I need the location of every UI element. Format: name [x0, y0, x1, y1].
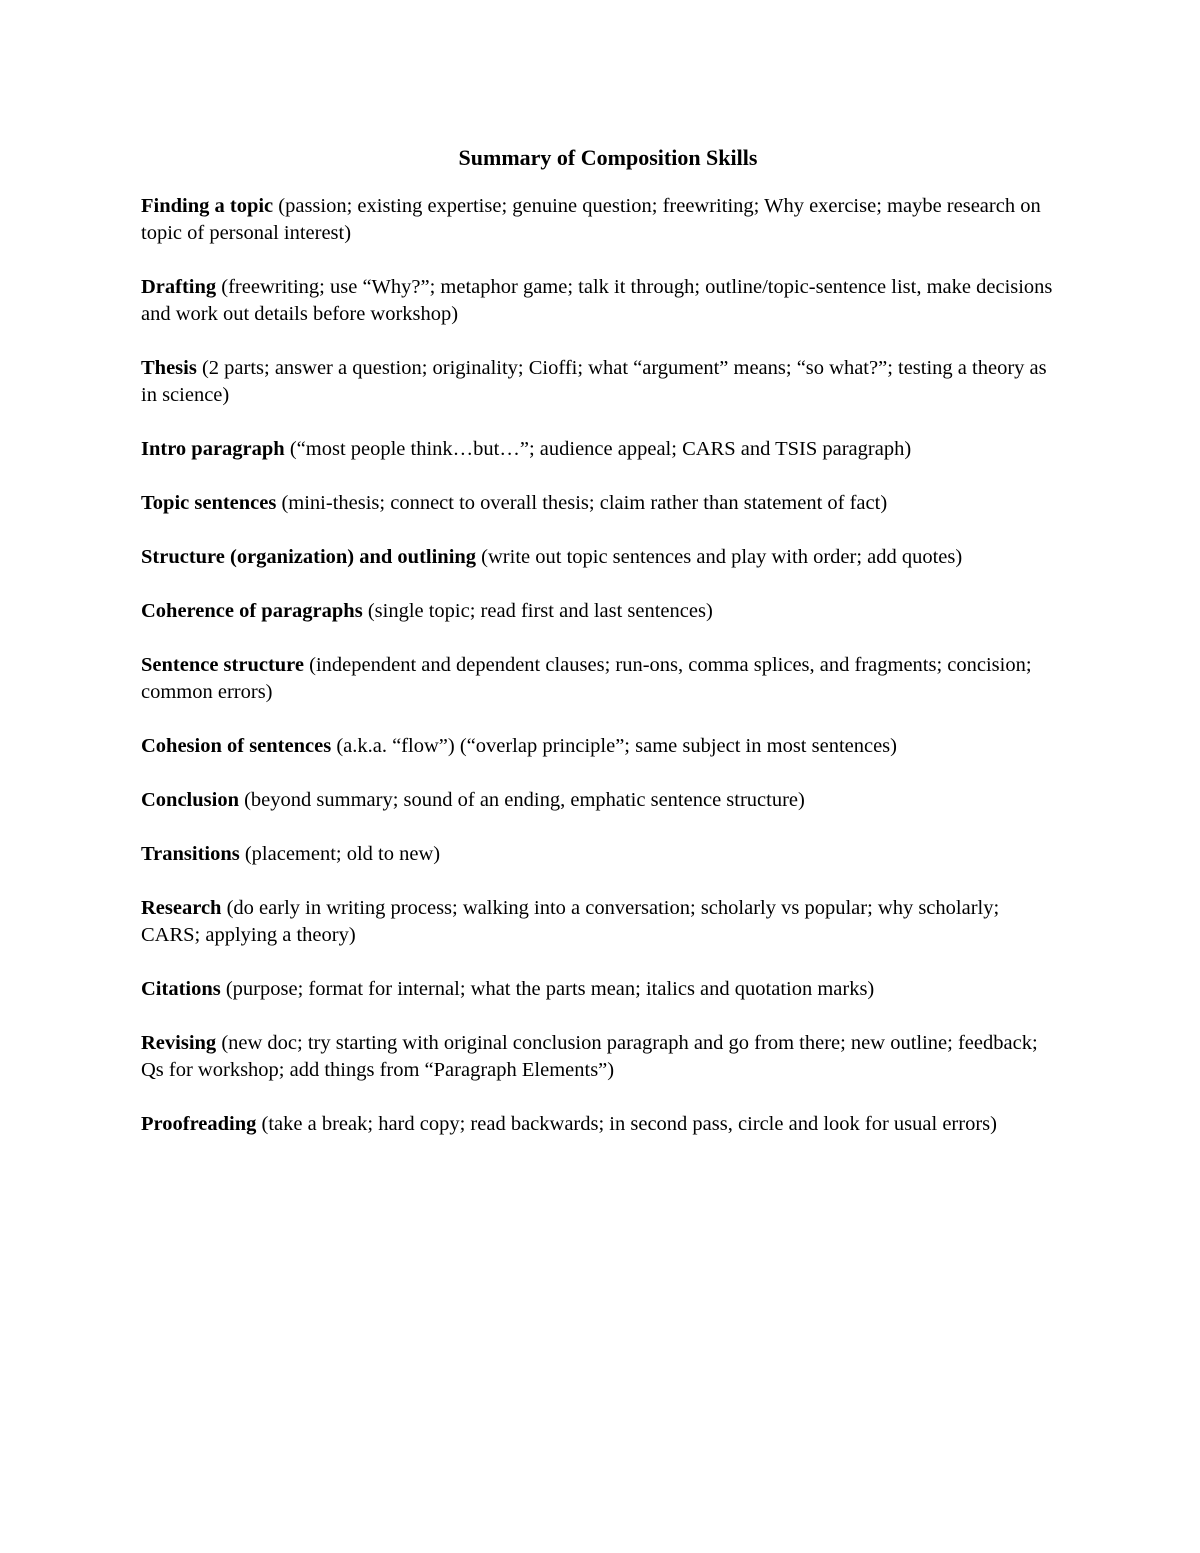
skill-detail: (“most people think…but…”; audience appeal; CARS and TSIS paragraph) [284, 438, 912, 460]
skill-entry-revising [141, 1030, 1061, 1084]
skill-term: Transitions [141, 843, 240, 865]
skill-term: Intro paragraph [141, 438, 285, 460]
skill-entry-topic-sentences [141, 490, 1061, 517]
skill-term: Drafting [141, 276, 217, 298]
skill-entry-coherence-of-paragraphs [141, 598, 1061, 625]
skill-detail: (single topic; read first and last sentences) [362, 600, 713, 622]
skill-term: Citations [141, 978, 221, 1000]
skill-term: Finding a topic [141, 195, 274, 217]
skill-entry-conclusion [141, 787, 1061, 814]
skill-entry-cohesion-of-sentences [141, 733, 1061, 760]
skill-term: Thesis [141, 357, 197, 379]
skill-entry-transitions [141, 841, 1061, 868]
skill-term: Sentence structure [141, 654, 305, 676]
skill-term: Conclusion [141, 789, 239, 811]
skill-detail: (take a break; hard copy; read backwards; in second pass, circle and look for usual errors) [256, 1113, 997, 1135]
skill-detail: (beyond summary; sound of an ending, emphatic sentence structure) [238, 789, 805, 811]
skill-entry-sentence-structure [141, 652, 1061, 706]
skill-entry-intro-paragraph [141, 436, 1061, 463]
skill-entry-research [141, 895, 1061, 949]
skill-entry-thesis [141, 355, 1061, 409]
skill-detail: (freewriting; use “Why?”; metaphor game; talk it through; outline/topic-sentence list, make decisions and work out details before workshop) [141, 276, 1053, 325]
skill-detail: (write out topic sentences and play with order; add quotes) [476, 546, 963, 568]
skill-detail: (2 parts; answer a question; originality; Cioffi; what “argument” means; “so what?”; testing a theory as in science) [141, 357, 1047, 406]
skill-detail: (new doc; try starting with original conclusion paragraph and go from there; new outline; feedback; Qs for workshop; add things from “Paragraph Elements”) [141, 1032, 1038, 1081]
skill-entry-drafting [141, 274, 1061, 328]
document-page [141, 140, 1061, 1165]
skill-detail: (passion; existing expertise; genuine question; freewriting; Why exercise; maybe research on topic of personal interest) [141, 195, 1041, 244]
skill-entry-proofreading [141, 1111, 1061, 1138]
skill-term: Topic sentences [141, 492, 277, 514]
skill-term: Proofreading [141, 1113, 257, 1135]
skill-detail: (independent and dependent clauses; run-ons, comma splices, and fragments; concision; common errors) [141, 654, 1032, 703]
skill-term: Structure (organization) and outlining [141, 546, 477, 568]
skill-detail: (a.k.a. “flow”) (“overlap principle”; same subject in most sentences) [331, 735, 897, 757]
skill-entry-finding-a-topic [141, 193, 1061, 247]
skill-detail: (purpose; format for internal; what the parts mean; italics and quotation marks) [220, 978, 875, 1000]
skill-term: Revising [141, 1032, 217, 1054]
skill-term: Coherence of paragraphs [141, 600, 363, 622]
skill-detail: (placement; old to new) [239, 843, 441, 865]
skill-entry-structure-and-outlining [141, 544, 1061, 571]
skill-term: Research [141, 897, 222, 919]
skill-detail: (mini-thesis; connect to overall thesis; claim rather than statement of fact) [276, 492, 888, 514]
skill-term: Cohesion of sentences [141, 735, 332, 757]
page-title: Summary of Composition Skills [458, 145, 758, 170]
skill-entry-citations [141, 976, 1061, 1003]
skill-detail: (do early in writing process; walking into a conversation; scholarly vs popular; why scholarly; CARS; applying a theory) [141, 897, 1000, 946]
